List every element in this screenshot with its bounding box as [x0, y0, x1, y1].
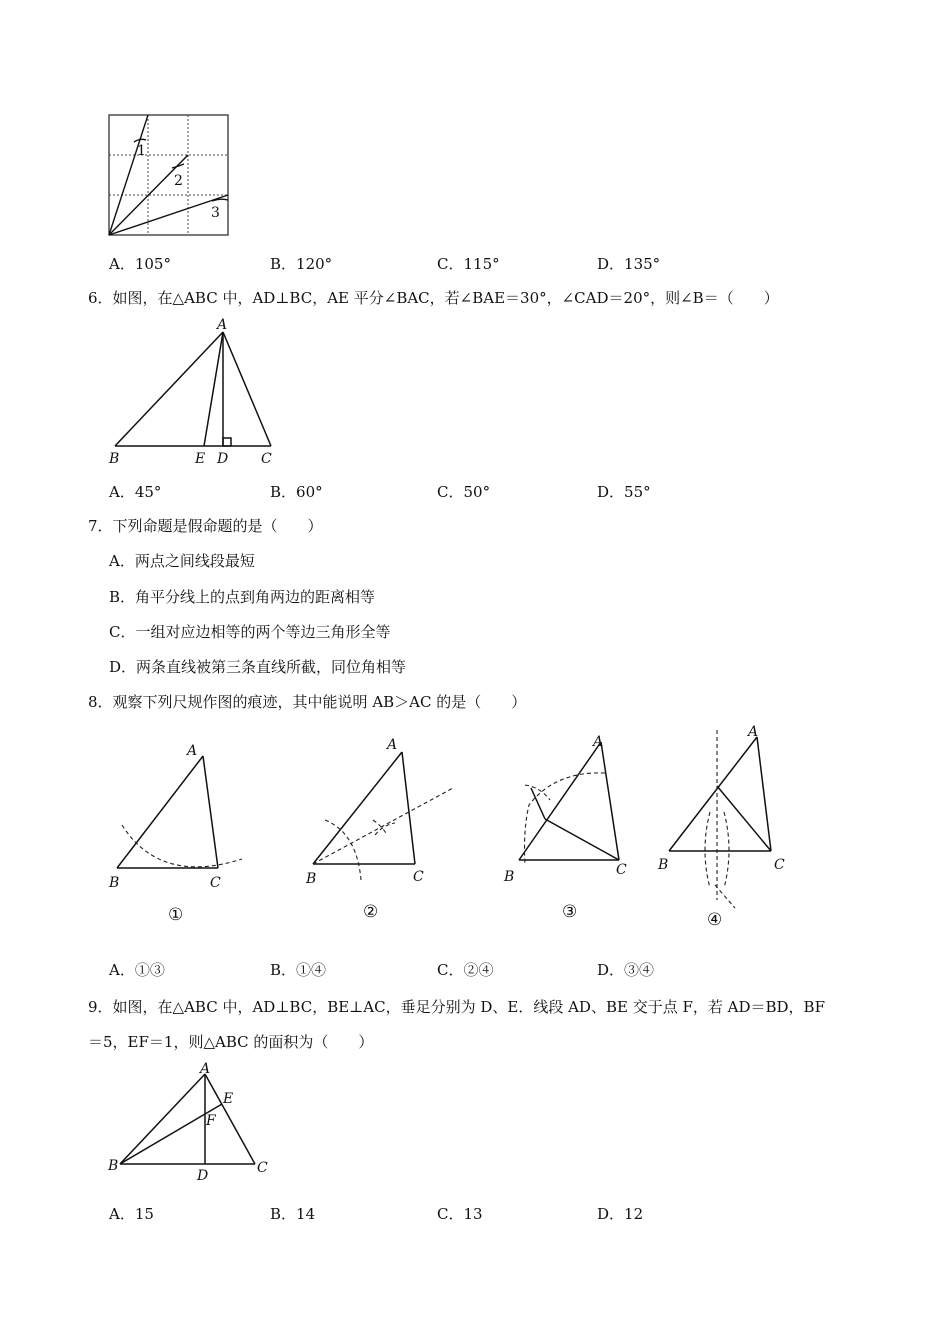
q9-label-f: F [206, 1113, 216, 1129]
q8-figure-3-caption: ③ [562, 902, 578, 922]
q9-stem-line1: 9．如图，在△ABC 中，AD⊥BC，BE⊥AC，垂足分别为 D、E．线段 AD、BE 交于点 F，若 AD＝BD，BF [88, 998, 825, 1016]
q6-stem: 6．如图，在△ABC 中，AD⊥BC，AE 平分∠BAC，若∠BAE＝30°，∠CAD＝20°，则∠B＝（ ） [88, 289, 779, 307]
q7-option-b: B．角平分线上的点到角两边的距离相等 [109, 588, 376, 606]
q8-fig2-label-c: C [413, 869, 424, 885]
q6-label-b: B [109, 451, 120, 467]
q9-triangle-figure [100, 1060, 280, 1190]
q5-grid-figure [100, 108, 240, 243]
q6-option-d: D．55° [597, 483, 651, 501]
q5-option-d: D．135° [597, 255, 661, 273]
q6-option-c: C．50° [437, 483, 491, 501]
q9-stem-line2: ＝5，EF＝1，则△ABC 的面积为（ ） [88, 1033, 374, 1051]
q5-option-c: C．115° [437, 255, 500, 273]
q7-option-a: A．两点之间线段最短 [109, 552, 255, 570]
q8-fig4-label-c: C [774, 857, 785, 873]
q8-option-d: D．③④ [597, 961, 655, 979]
q8-fig4-label-b: B [658, 857, 669, 873]
q8-figure-1 [100, 735, 260, 895]
q9-option-c: C．13 [437, 1205, 483, 1223]
q6-option-b: B．60° [270, 483, 323, 501]
q8-fig2-label-a: A [387, 737, 398, 753]
q8-fig1-label-b: B [109, 875, 120, 891]
q9-label-e: E [223, 1091, 234, 1107]
q9-label-b: B [108, 1158, 119, 1174]
q9-option-a: A．15 [109, 1205, 154, 1223]
q8-figure-4 [655, 720, 795, 905]
q5-option-b: B．120° [270, 255, 333, 273]
q5-option-a: A．105° [109, 255, 171, 273]
q8-option-b: B．①④ [270, 961, 327, 979]
q7-option-c: C．一组对应边相等的两个等边三角形全等 [109, 623, 391, 641]
q5-label-1: 1 [137, 143, 146, 159]
q8-figure-3 [495, 725, 645, 890]
q8-fig3-label-c: C [616, 862, 627, 878]
q6-option-a: A．45° [109, 483, 162, 501]
q8-fig1-label-c: C [210, 875, 221, 891]
q9-option-b: B．14 [270, 1205, 316, 1223]
q8-fig3-label-a: A [593, 734, 604, 750]
q9-label-d: D [197, 1168, 209, 1184]
q8-stem: 8．观察下列尺规作图的痕迹，其中能说明 AB＞AC 的是（ ） [88, 693, 527, 711]
q9-label-c: C [257, 1160, 268, 1176]
q8-figure-2-caption: ② [363, 902, 379, 922]
q6-label-a: A [217, 317, 228, 333]
q6-label-c: C [261, 451, 272, 467]
q6-label-e: E [195, 451, 206, 467]
q5-label-2: 2 [174, 173, 183, 189]
q8-figure-1-caption: ① [168, 905, 184, 925]
q5-label-3: 3 [211, 205, 220, 221]
q8-fig4-label-a: A [748, 724, 759, 740]
q8-fig3-label-b: B [504, 869, 515, 885]
q9-label-a: A [200, 1061, 211, 1077]
q8-fig2-label-b: B [306, 871, 317, 887]
q7-stem: 7．下列命题是假命题的是（ ） [88, 517, 323, 535]
q6-label-d: D [217, 451, 229, 467]
q8-figure-2 [295, 735, 465, 895]
q8-figure-4-caption: ④ [707, 910, 723, 930]
q8-option-c: C．②④ [437, 961, 494, 979]
q7-option-d: D．两条直线被第三条直线所截，同位角相等 [109, 658, 407, 676]
q8-fig1-label-a: A [187, 743, 198, 759]
q6-triangle-figure [100, 315, 290, 470]
q8-option-a: A．①③ [109, 961, 165, 979]
q9-option-d: D．12 [597, 1205, 644, 1223]
